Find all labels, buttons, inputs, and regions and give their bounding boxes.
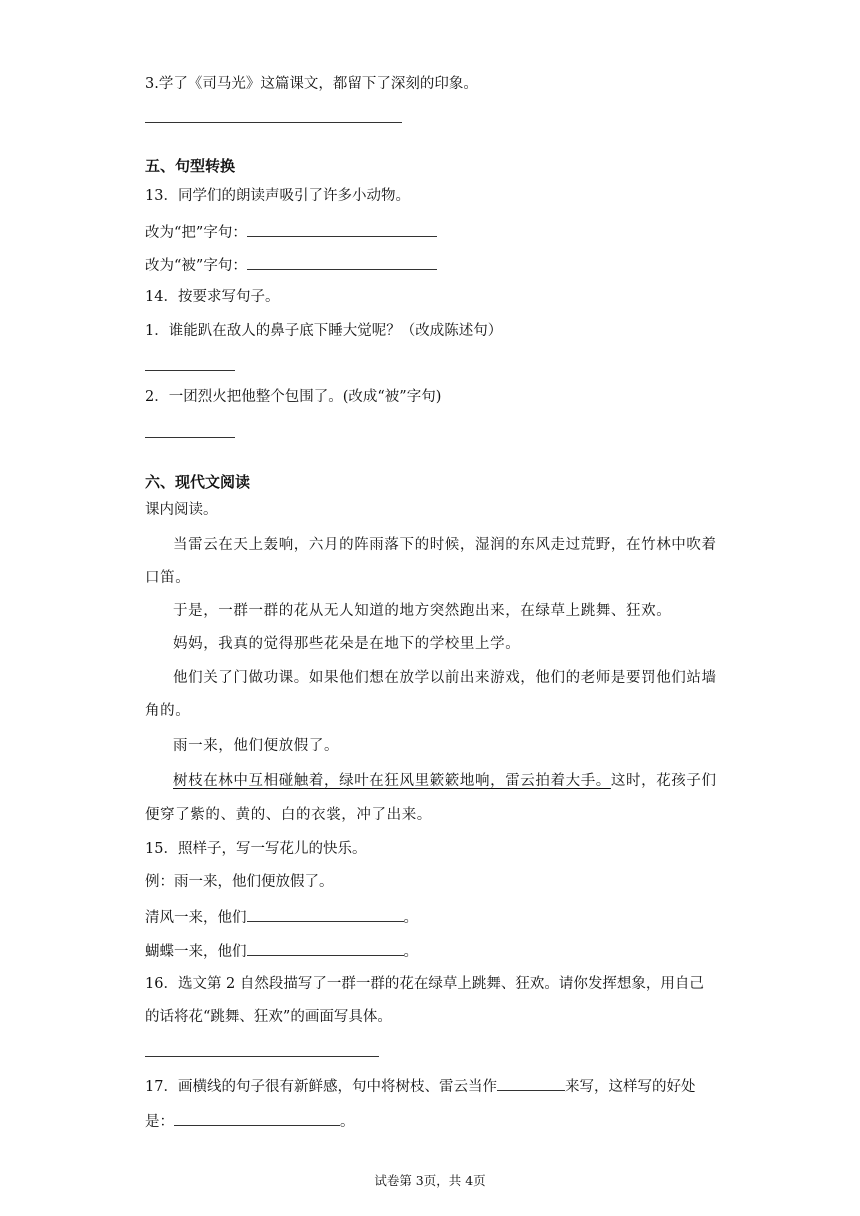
- question-17-line1: [145, 1075, 695, 1097]
- page-footer: 试卷第 3页，共 4页: [374, 1173, 486, 1188]
- q13-ba-blank[interactable]: [247, 221, 437, 237]
- q15-line-1: [145, 906, 418, 928]
- passage-p4-line1: 他们关了门做功课。如果他们想在放学以前出来游戏，他们的老师是要罚他们站墙: [173, 670, 717, 686]
- q17-blank-1[interactable]: [497, 1075, 565, 1091]
- q15-blank-2[interactable]: [247, 940, 404, 956]
- passage-p4-line2: 角的。: [145, 703, 191, 719]
- section-5-heading: 五、句型转换: [145, 157, 236, 175]
- question-3-text: 3.学了《司马光》这篇课文，都留下了深刻的印象。: [145, 76, 478, 92]
- underlined-sentence: 树枝在林中互相碰触着，绿叶在狂风里簌簌地响，雷云拍着大手。: [173, 773, 611, 789]
- passage-p6-line1: [173, 771, 717, 791]
- q15-line2-end: 。: [403, 944, 418, 960]
- q15-blank-1[interactable]: [247, 906, 404, 922]
- question-13-stem: 13．同学们的朗读声吸引了许多小动物。: [145, 188, 410, 204]
- answer-line-q14-1[interactable]: [145, 370, 235, 371]
- q17-line1-suffix: 来写，这样写的好处: [564, 1079, 696, 1095]
- section-6-heading: 六、现代文阅读: [145, 473, 251, 491]
- passage-p6-rest: 这时，花孩子们: [610, 773, 717, 789]
- q13-bei-label: 改为“被”字句：: [145, 258, 247, 274]
- question-15-stem: 15．照样子，写一写花儿的快乐。: [145, 841, 367, 857]
- answer-line-q14-2[interactable]: [145, 437, 235, 438]
- q15-line2-prefix: 蝴蝶一来，他们: [145, 944, 247, 960]
- passage-p5: 雨一来，他们便放假了。: [173, 738, 340, 754]
- q13-bei-line: [145, 254, 437, 276]
- q14-item-1: 1．谁能趴在敌人的鼻子底下睡大觉呢？（改成陈述句）: [145, 323, 503, 339]
- passage-p1-line2: 口笛。: [145, 570, 191, 586]
- passage-p6-line2: 便穿了紫的、黄的、白的衣裳，冲了出来。: [145, 807, 432, 823]
- q17-line2-end: 。: [340, 1114, 355, 1130]
- q15-line-2: [145, 940, 418, 962]
- passage-p3: 妈妈，我真的觉得那些花朵是在地下的学校里上学。: [173, 636, 521, 652]
- question-16-line2: 的话将花“跳舞、狂欢”的画面写具体。: [145, 1009, 392, 1025]
- q15-example: 例：雨一来，他们便放假了。: [145, 874, 334, 890]
- answer-line-q16[interactable]: [145, 1056, 379, 1057]
- q17-line1-prefix: 17．画横线的句子很有新鲜感，句中将树枝、雷云当作: [145, 1079, 497, 1095]
- passage-p2: 于是，一群一群的花从无人知道的地方突然跑出来，在绿草上跳舞、狂欢。: [173, 603, 672, 619]
- q15-line1-end: 。: [403, 910, 418, 926]
- question-14-stem: 14．按要求写句子。: [145, 289, 280, 305]
- q13-ba-label: 改为“把”字句：: [145, 225, 247, 241]
- q17-blank-2[interactable]: [174, 1110, 340, 1126]
- q17-line2-prefix: 是：: [145, 1114, 174, 1130]
- passage-p1-line1: 当雷云在天上轰响，六月的阵雨落下的时候，湿润的东风走过荒野，在竹林中吹着: [173, 537, 717, 553]
- q14-item-2: 2．一团烈火把他整个包围了。(改成“被”字句): [145, 389, 442, 405]
- question-17-line2: [145, 1110, 355, 1132]
- answer-line-q3[interactable]: [145, 122, 402, 123]
- q15-line1-prefix: 清风一来，他们: [145, 910, 247, 926]
- q13-ba-line: [145, 221, 437, 243]
- q13-bei-blank[interactable]: [247, 254, 437, 270]
- reading-intro: 课内阅读。: [145, 502, 218, 518]
- question-16-line1: 16．选文第 2 自然段描写了一群一群的花在绿草上跳舞、狂欢。请你发挥想象，用自己: [145, 976, 704, 992]
